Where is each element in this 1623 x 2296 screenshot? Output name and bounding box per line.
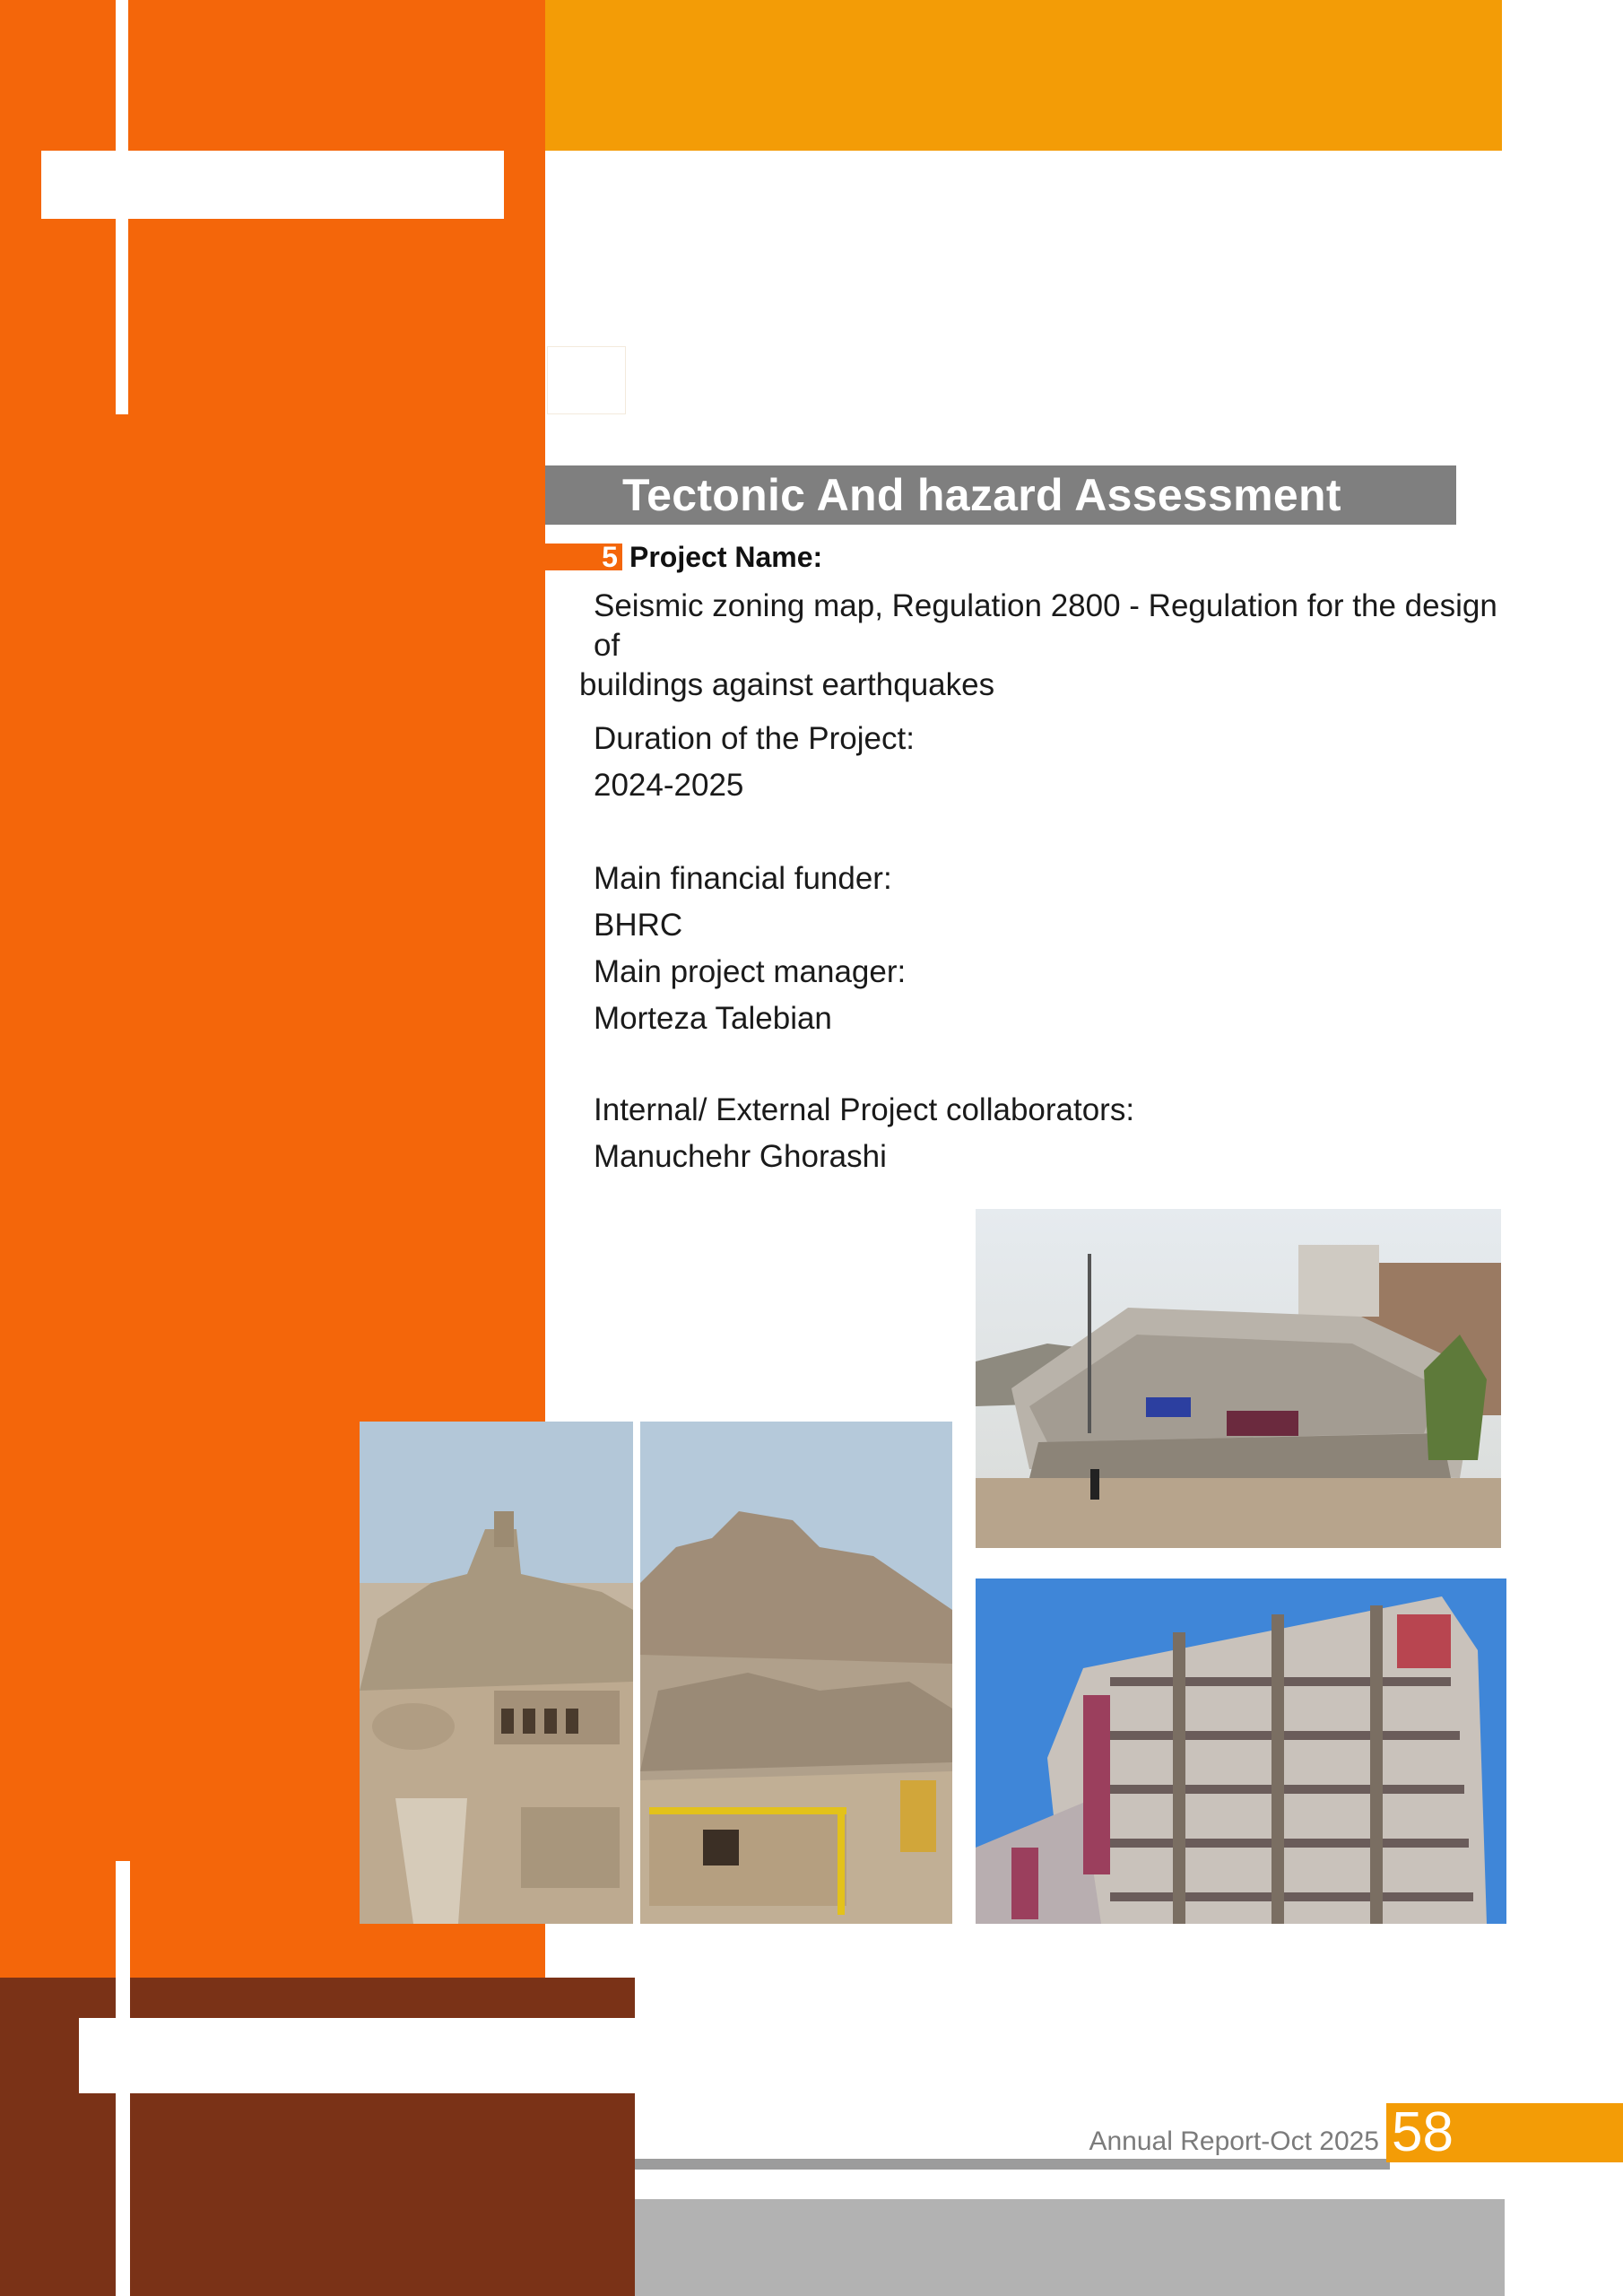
damaged-apartment-photo xyxy=(976,1578,1506,1924)
bam-citadel-photo-1 xyxy=(360,1422,633,1924)
section-title: Tectonic And hazard Assessment xyxy=(545,465,1456,525)
page-number-box xyxy=(1386,2103,1623,2162)
page-number: 58 xyxy=(1392,2101,1454,2163)
project-name-text xyxy=(579,587,1512,705)
bottom-white-bar xyxy=(79,2018,635,2093)
footer-rule xyxy=(635,2159,1390,2170)
bottom-vertical-divider xyxy=(116,1861,130,2296)
manager-value: Morteza Talebian xyxy=(594,1001,832,1036)
decorative-box xyxy=(547,346,626,414)
duration-label: Duration of the Project: xyxy=(594,721,915,756)
collaborators-value: Manuchehr Ghorashi xyxy=(594,1139,887,1174)
top-vertical-divider xyxy=(116,0,128,414)
project-name-line-2: buildings against earthquakes xyxy=(579,667,995,702)
project-number: 5 xyxy=(602,541,618,573)
bam-citadel-photo-2 xyxy=(640,1422,952,1924)
project-name-label: Project Name: xyxy=(629,541,823,573)
funder-label: Main financial funder: xyxy=(594,861,892,896)
report-label: Annual Report-Oct 2025 xyxy=(1089,2126,1379,2156)
duration-value: 2024-2025 xyxy=(594,768,744,803)
collapsed-building-photo xyxy=(976,1209,1501,1548)
bottom-grey-band xyxy=(635,2199,1505,2296)
manager-label: Main project manager: xyxy=(594,954,907,989)
top-white-bar xyxy=(41,151,504,219)
collaborators-label: Internal/ External Project collaborators: xyxy=(594,1092,1135,1127)
project-name-line-1: Seismic zoning map, Regulation 2800 - Regulation for the design of xyxy=(594,588,1497,663)
funder-value: BHRC xyxy=(594,908,683,943)
